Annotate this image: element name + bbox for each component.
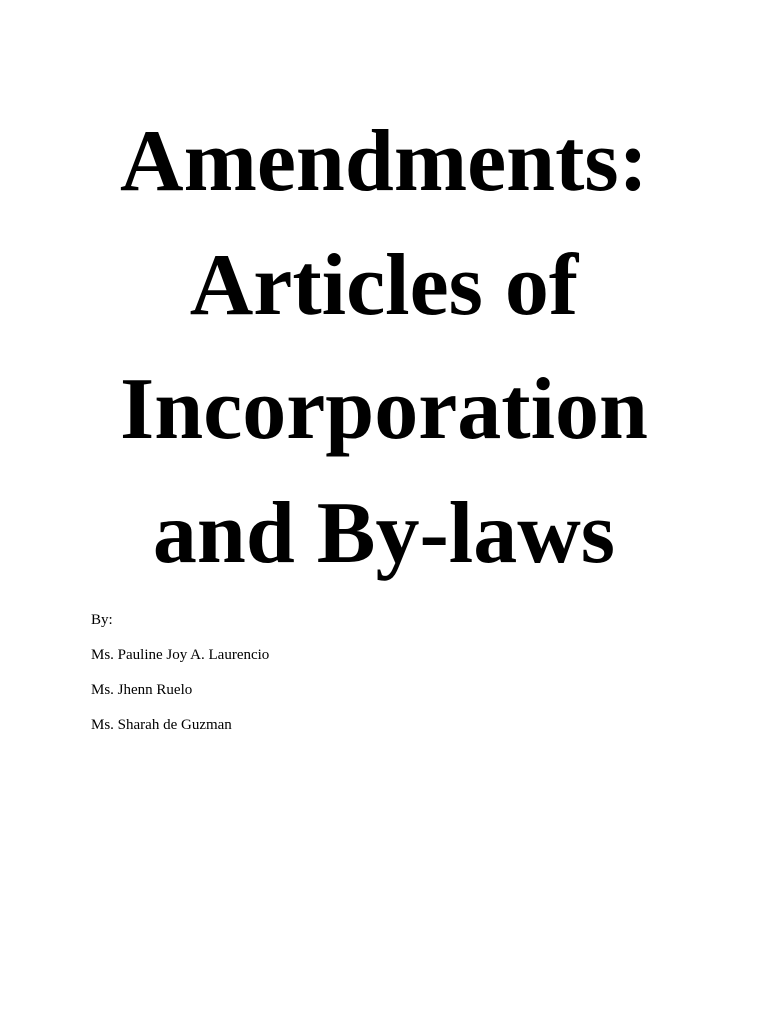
author-name: Ms. Jhenn Ruelo [91,682,193,698]
author-list [91,610,691,750]
title-line: Articles of [189,237,579,334]
author-name: Ms. Sharah de Guzman [91,717,232,733]
by-label: By: [91,612,113,628]
title-line: Incorporation [120,361,648,458]
author-name: Ms. Pauline Joy A. Laurencio [91,647,270,663]
document-title [0,100,768,596]
title-line: and By-laws [152,485,616,582]
title-line: Amendments: [120,113,648,210]
